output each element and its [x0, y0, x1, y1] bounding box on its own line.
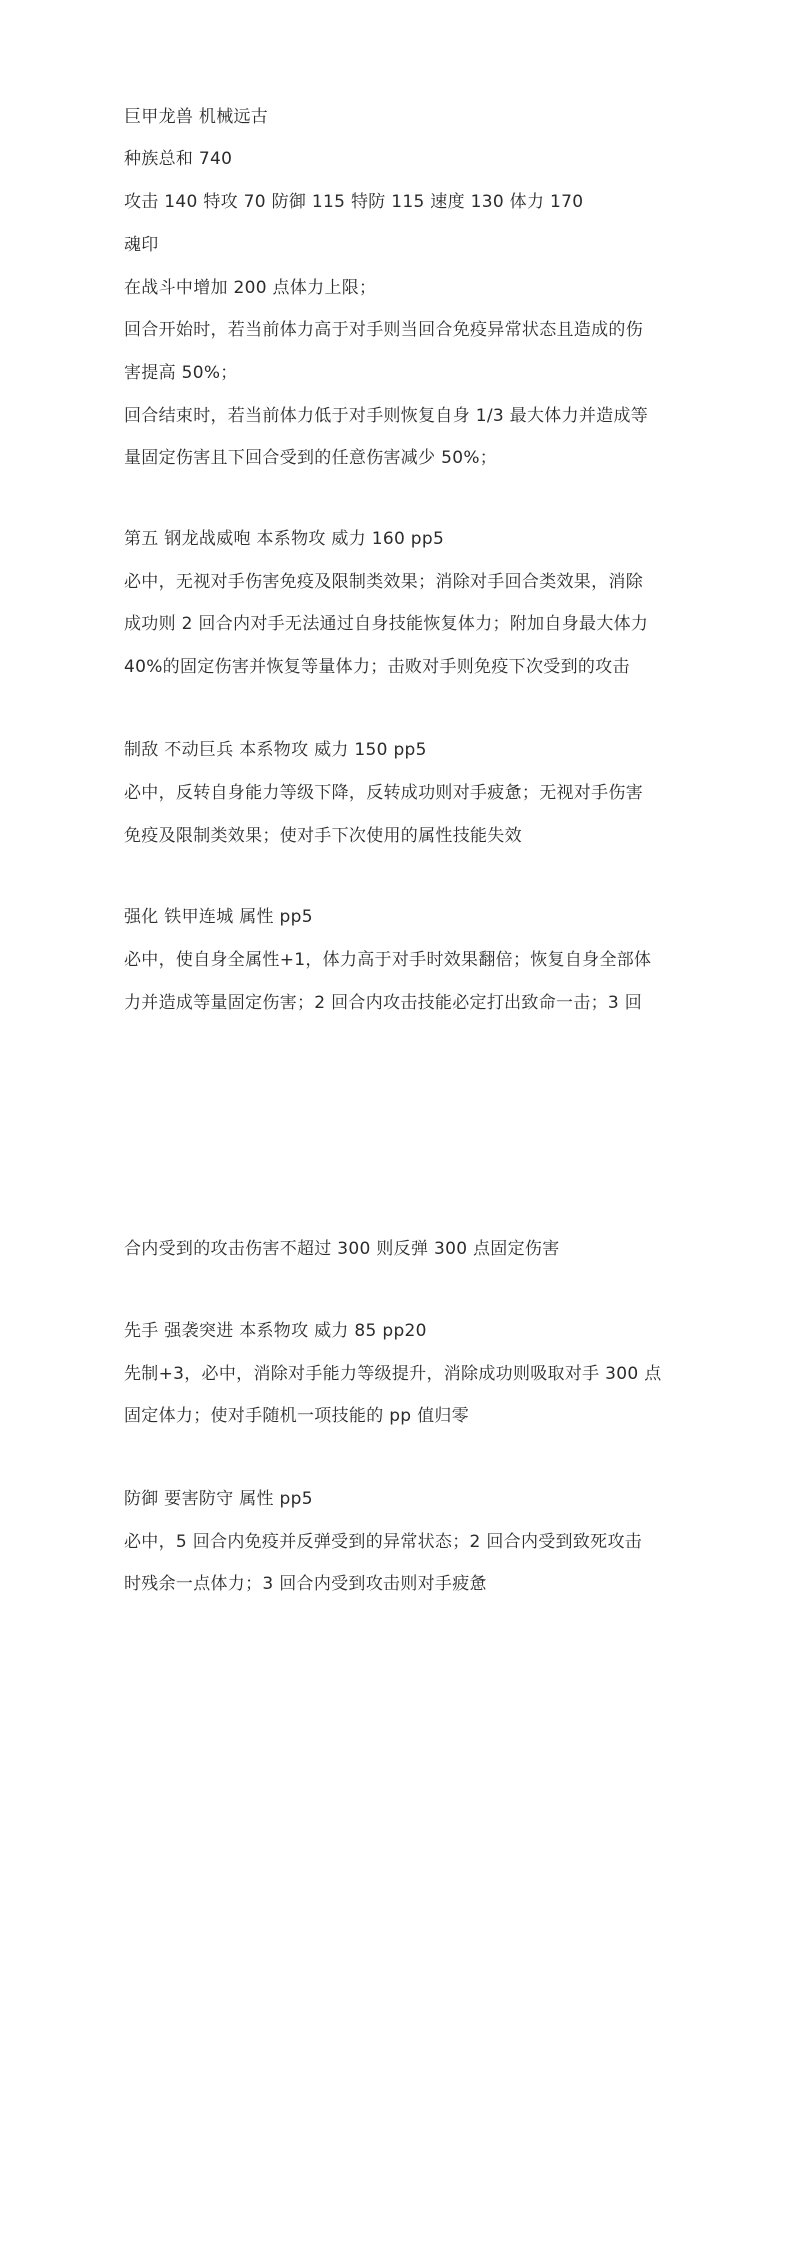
- soul-mark-line: 量固定伤害且下回合受到的任意伤害减少 50%；: [124, 448, 498, 468]
- soul-mark-label: 魂印: [124, 235, 159, 255]
- skill-heading: 先手 强袭突进 本系物攻 威力 85 pp20: [124, 1321, 427, 1341]
- skill-heading: 制敌 不动巨兵 本系物攻 威力 150 pp5: [124, 740, 427, 760]
- pet-title: 巨甲龙兽 机械远古: [124, 107, 269, 127]
- skill-heading: 强化 铁甲连城 属性 pp5: [124, 907, 313, 927]
- soul-mark-line: 在战斗中增加 200 点体力上限；: [124, 278, 377, 298]
- skill-desc-line: 必中，反转自身能力等级下降，反转成功则对手疲惫；无视对手伤害: [124, 783, 643, 803]
- skill-desc-line: 先制+3，必中，消除对手能力等级提升，消除成功则吸取对手 300 点: [124, 1364, 662, 1384]
- skill-desc-line: 合内受到的攻击伤害不超过 300 则反弹 300 点固定伤害: [124, 1239, 560, 1259]
- soul-mark-line: 害提高 50%；: [124, 363, 238, 383]
- skill-desc-line: 必中，无视对手伤害免疫及限制类效果；消除对手回合类效果，消除: [124, 572, 643, 592]
- soul-mark-line: 回合结束时，若当前体力低于对手则恢复自身 1/3 最大体力并造成等: [124, 406, 649, 426]
- skill-desc-line: 免疫及限制类效果；使对手下次使用的属性技能失效: [124, 826, 522, 846]
- soul-mark-line: 回合开始时，若当前体力高于对手则当回合免疫异常状态且造成的伤: [124, 320, 643, 340]
- stats-line: 攻击 140 特攻 70 防御 115 特防 115 速度 130 体力 170: [124, 192, 584, 212]
- skill-desc-line: 时残余一点体力；3 回合内受到攻击则对手疲惫: [124, 1574, 487, 1594]
- skill-heading: 防御 要害防守 属性 pp5: [124, 1489, 313, 1509]
- race-total: 种族总和 740: [124, 149, 233, 169]
- skill-desc-line: 固定体力；使对手随机一项技能的 pp 值归零: [124, 1406, 469, 1426]
- skill-desc-line: 40%的固定伤害并恢复等量体力；击败对手则免疫下次受到的攻击: [124, 657, 630, 677]
- skill-desc-line: 必中，5 回合内免疫并反弹受到的异常状态；2 回合内受到致死攻击: [124, 1532, 643, 1552]
- skill-heading: 第五 钢龙战威咆 本系物攻 威力 160 pp5: [124, 529, 445, 549]
- skill-desc-line: 成功则 2 回合内对手无法通过自身技能恢复体力；附加自身最大体力: [124, 614, 649, 634]
- skill-desc-line: 力并造成等量固定伤害；2 回合内攻击技能必定打出致命一击；3 回: [124, 993, 643, 1013]
- skill-desc-line: 必中，使自身全属性+1，体力高于对手时效果翻倍；恢复自身全部体: [124, 950, 652, 970]
